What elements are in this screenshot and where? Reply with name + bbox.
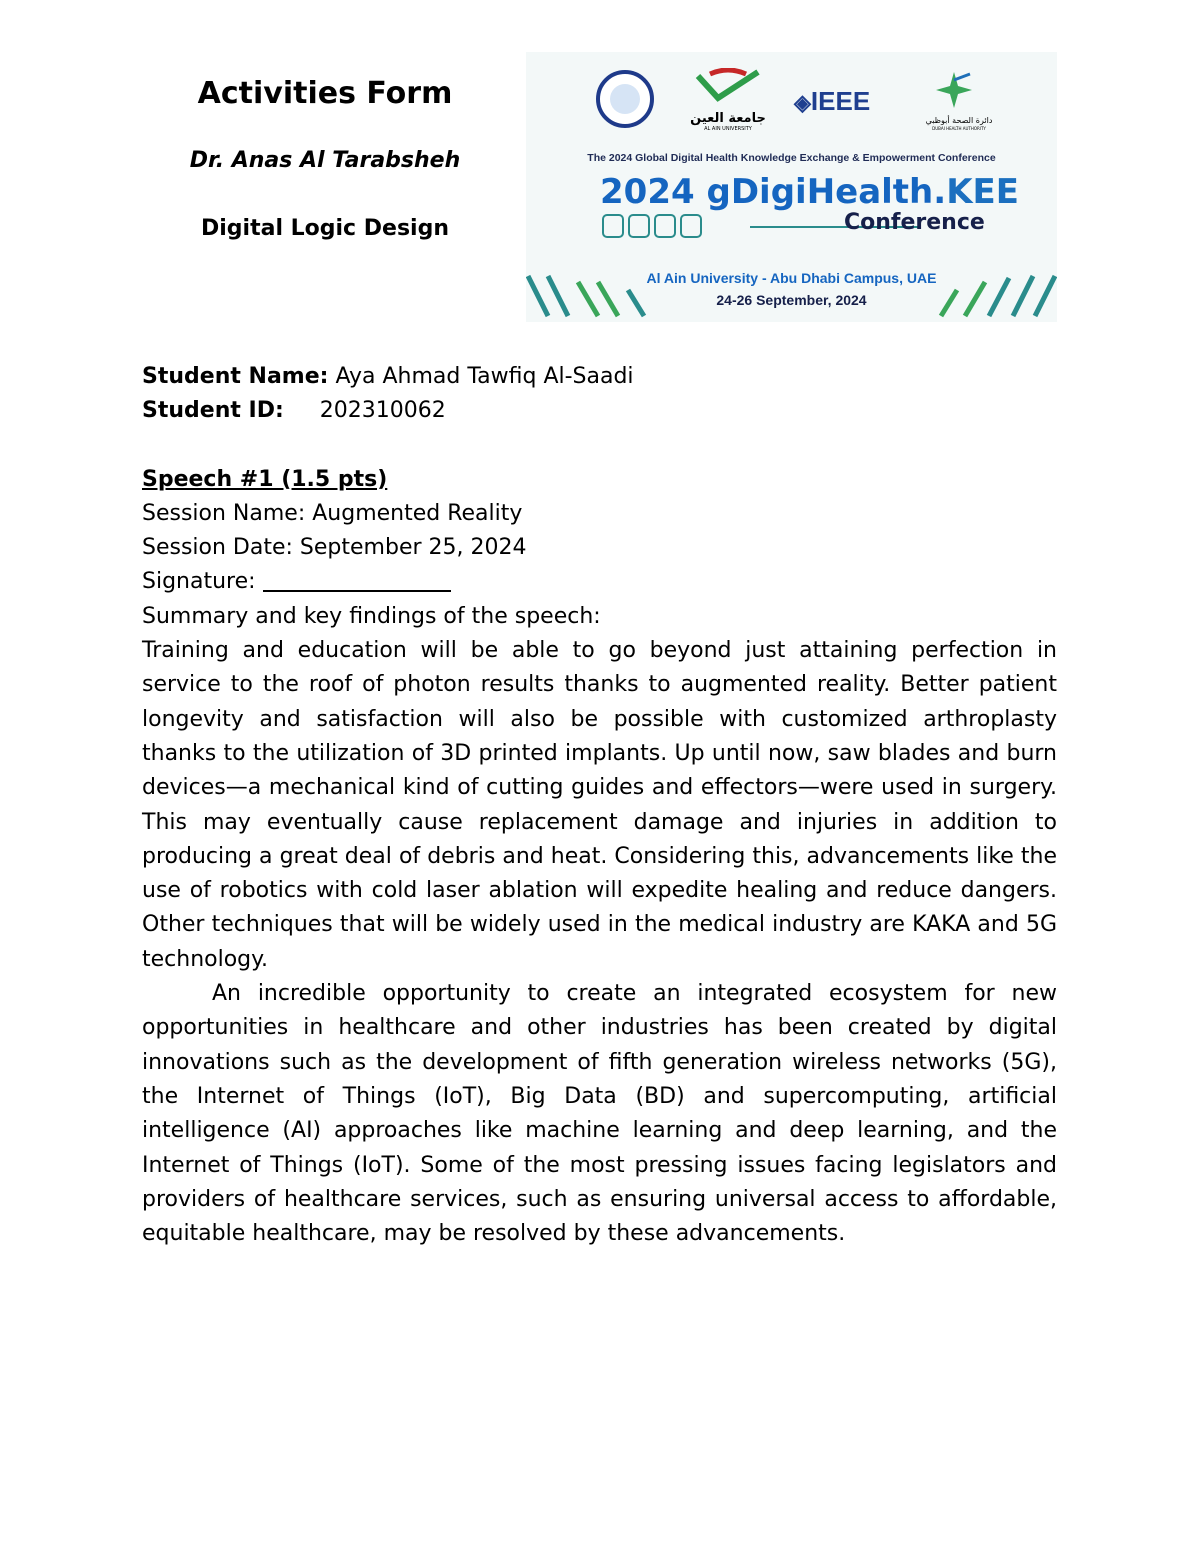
conference-dates: 24-26 September, 2024 [716,292,867,308]
summary-label: Summary and key findings of the speech: [142,603,601,629]
student-id-value: 202310062 [319,398,446,424]
student-id-label: Student ID: [142,398,284,424]
session-name: Session Name: Augmented Reality [142,500,523,526]
university-seal-icon [596,70,654,128]
al-ain-university-logo [688,68,768,138]
form-body [142,360,1057,1251]
form-header [142,72,508,244]
gear-icon [628,214,650,238]
dha-arabic-text: دائرة الصحة أبوظبي [925,116,993,125]
ieee-logo: ◈IEEE [794,86,871,116]
signature-label: Signature: [142,569,256,595]
conference-subtitle: The 2024 Global Digital Health Knowledge Exchange & Empowerment Conference [587,152,996,164]
form-title: Activities Form [197,76,453,111]
signature-row [142,565,1057,599]
instructor-name: Dr. Anas Al Tarabsheh [189,148,461,173]
conference-venue: Al Ain University - Abu Dhabi Campus, UAE [646,270,937,286]
plus-icon [680,214,702,238]
course-name: Digital Logic Design [200,216,449,241]
conference-title: 2024 gDigiHealth.KEE [600,172,1019,212]
session-date: Session Date: September 25, 2024 [142,535,527,561]
pill-icon [602,214,624,238]
student-id-row [142,394,1057,428]
health-icons-row [602,214,842,240]
aau-arabic-text: جامعة العين [690,111,766,126]
dha-english-text: DUBAI HEALTH AUTHORITY [932,126,986,131]
student-name-row [142,360,1057,394]
summary-paragraph-2: An incredible opportunity to create an integrated ecosystem for new opportunities in healthcare and other industries has been created by digital innovations such as the development of fifth generation wireless networks (5G), the Internet of Things (IoT), Big Data (BD) and supercomputing, artificial intelligence (AI) approaches like machine learning and deep learning, and the Internet of Things (IoT). Some of the most pressing issues facing legislators and providers of healthcare services, such as ensuring universal access to affordable, equitable healthcare, may be resolved by these advancements. [142,981,1057,1247]
leaf-icon [654,214,676,238]
summary-paragraph-1: Training and education will be able to go beyond just attaining perfection in service to the roof of photon results thanks to augmented reality. Better patient longevity and satisfaction will also be possible with customized arthroplasty thanks to the utilization of 3D printed implants. Up until now, saw blades and burn devices—a mechanical kind of cutting guides and effectors—were used in surgery. This may eventually cause replacement damage and injuries in addition to producing a great deal of debris and heat. Considering this, advancements like the use of robotics with cold laser ablation will expedite healing and reduce dangers. Other techniques that will be widely used in the medical industry are KAKA and 5G technology. [142,638,1057,972]
sponsor-logos [526,66,1057,146]
signature-field[interactable] [263,566,451,592]
student-name-value: Aya Ahmad Tawfiq Al-Saadi [335,364,634,389]
student-name-label: Student Name: [142,364,329,389]
speech-heading: Speech #1 (1.5 pts) [142,466,388,492]
conference-banner [526,52,1057,322]
health-authority-logo [924,68,994,138]
aau-english-text: AL AIN UNIVERSITY [704,126,752,132]
conference-word: Conference [844,210,985,235]
ieee-diamond-icon: ◈ [794,90,811,115]
